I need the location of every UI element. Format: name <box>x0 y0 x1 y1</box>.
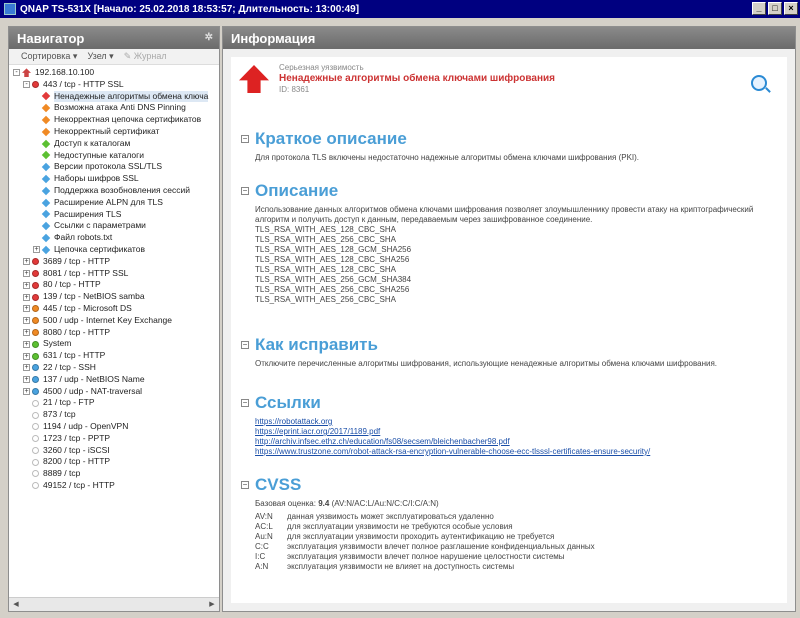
severity-white-icon <box>32 470 39 477</box>
tree-port-item[interactable] <box>9 421 219 433</box>
tree-finding-item[interactable] <box>9 232 219 244</box>
tree-finding-item[interactable] <box>9 185 219 197</box>
navigator-title: Навигатор <box>17 30 85 46</box>
links-title: Ссылки <box>255 393 321 412</box>
expand-icon[interactable]: + <box>24 258 29 266</box>
expand-icon[interactable]: + <box>24 352 29 360</box>
severity-arrow-icon <box>239 65 269 93</box>
description-section <box>241 181 779 305</box>
description-line: TLS_RSA_WITH_AES_128_GCM_SHA256 <box>255 245 412 254</box>
severity-white-icon <box>32 447 39 454</box>
cvss-metric-key: A:N <box>255 562 269 571</box>
expand-icon[interactable]: + <box>24 281 29 289</box>
description-line: алгоритм и получить доступ к данным, передаваемым через зашифрованное соединение. <box>255 215 593 224</box>
severity-blue-icon <box>42 222 50 230</box>
description-line: TLS_RSA_WITH_AES_256_CBC_SHA256 <box>255 285 410 294</box>
tree-item-label: 192.168.10.100 <box>35 67 95 77</box>
severity-blue-icon <box>32 388 39 395</box>
tree-item-label: 80 / tcp - HTTP <box>43 279 101 290</box>
severity-red-icon <box>32 294 39 301</box>
tree-item-label: 49152 / tcp - HTTP <box>43 479 115 490</box>
journal-icon: ✎ <box>123 51 132 61</box>
description-line: TLS_RSA_WITH_AES_256_CBC_SHA <box>255 295 396 304</box>
fix-section <box>241 335 779 369</box>
collapse-toggle[interactable]: − <box>242 398 248 407</box>
window-controls <box>752 2 798 15</box>
tree-item-label: 4500 / udp - NAT-traversal <box>43 385 143 396</box>
cvss-metric-text: эксплуатация уязвимости не влияет на доступность системы <box>287 562 515 571</box>
tree-port-item[interactable] <box>9 374 219 386</box>
tree-port-item[interactable] <box>9 279 219 291</box>
tree-item-label: 8081 / tcp - HTTP SSL <box>43 267 129 278</box>
cvss-metric-key: I:C <box>255 552 266 561</box>
reference-link[interactable]: http://archiv.infsec.ethz.ch/education/fs08/secsem/bleichenbacher98.pdf <box>255 437 510 446</box>
cvss-rows <box>255 512 779 572</box>
tree-port-item[interactable] <box>9 303 219 315</box>
cvss-row <box>255 542 779 552</box>
severity-orange-icon <box>32 305 39 312</box>
minimize-button[interactable]: _ <box>752 2 766 15</box>
severity-blue-icon <box>42 234 50 242</box>
cvss-base-line <box>255 499 779 509</box>
severity-blue-icon <box>42 175 50 183</box>
tree-item-label: Поддержка возобновления сессий <box>54 184 190 195</box>
description-title: Описание <box>255 181 339 200</box>
tree-item-label: 139 / tcp - NetBIOS samba <box>43 291 145 302</box>
expand-icon[interactable]: + <box>24 364 29 372</box>
tree-host[interactable] <box>9 67 219 79</box>
cvss-row <box>255 512 779 522</box>
severity-green-icon <box>42 151 50 159</box>
tree-port-item[interactable] <box>9 256 219 268</box>
tree-item-label: 22 / tcp - SSH <box>43 361 96 372</box>
severity-red-icon <box>32 282 39 289</box>
tree-item-label: 1723 / tcp - PPTP <box>43 432 111 443</box>
window-title: QNAP TS-531X [Начало: 25.02.2018 18:53:57; Длительность: 13:00:49] <box>20 3 360 15</box>
collapse-toggle[interactable]: − <box>242 186 248 195</box>
tree-port-item[interactable] <box>9 79 219 91</box>
tree-item-label: 873 / tcp <box>43 409 76 420</box>
expand-icon[interactable]: + <box>24 376 29 384</box>
host-icon <box>22 68 31 77</box>
severity-blue-icon <box>42 198 50 206</box>
cvss-title: CVSS <box>255 475 302 494</box>
fix-text: Отключите перечисленные алгоритмы шифрования, использующие ненадежные алгоритмы обмена ключами шифрования. <box>255 359 718 368</box>
tree-port-item[interactable] <box>9 468 219 480</box>
severity-label: Серьезная уязвимость <box>279 63 364 72</box>
severity-white-icon <box>32 400 39 407</box>
cvss-base-label: Базовая оценка: <box>255 499 316 508</box>
cvss-metric-key: Au:N <box>255 532 273 541</box>
app-icon <box>4 3 16 15</box>
tree-item-label: Недоступные каталоги <box>54 149 144 160</box>
cvss-metric-text: эксплуатация уязвимости влечет полное разглашение конфиденциальных данных <box>287 542 595 551</box>
summary-text: Для протокола TLS включены недостаточно надежные алгоритмы обмена ключами шифрования (PKI). <box>255 153 640 162</box>
collapse-toggle[interactable]: − <box>242 134 248 143</box>
description-line: TLS_RSA_WITH_AES_256_CBC_SHA <box>255 235 396 244</box>
tree-item-label: 3260 / tcp - iSCSI <box>43 444 110 455</box>
tree-item-label: Расширения TLS <box>54 208 122 219</box>
cvss-row <box>255 522 779 532</box>
description-line: TLS_RSA_WITH_AES_128_CBC_SHA <box>255 265 396 274</box>
summary-title: Краткое описание <box>255 129 407 148</box>
cvss-metric-text: эксплуатация уязвимости влечет полное нарушение целостности системы <box>287 552 565 561</box>
links-body <box>241 417 779 457</box>
chevron-down-icon: ▾ <box>109 51 114 61</box>
tree-item-label: Ненадежные алгоритмы обмена ключа <box>54 90 209 101</box>
tree-item-label: 443 / tcp - HTTP SSL <box>43 78 124 89</box>
severity-red-icon <box>42 92 50 100</box>
navigator-tree <box>9 67 219 597</box>
tree-item-label: Доступ к каталогам <box>54 137 131 148</box>
summary-section <box>241 129 779 163</box>
cvss-base-score: 9.4 <box>318 499 330 508</box>
tree-item-label: System <box>43 338 72 349</box>
tree-item-label: Версии протокола SSL/TLS <box>54 161 163 172</box>
reference-link[interactable]: https://robotattack.org <box>255 417 333 426</box>
tree-item-label: 1194 / udp - OpenVPN <box>43 420 129 431</box>
window-titlebar <box>0 0 800 18</box>
tree-finding-item[interactable] <box>9 209 219 221</box>
severity-blue-icon <box>42 246 50 254</box>
tree-item-label: 8889 / tcp <box>43 468 81 479</box>
expand-icon[interactable]: + <box>24 293 29 301</box>
collapse-icon[interactable]: - <box>23 81 30 88</box>
tree-item-label: 500 / udp - Internet Key Exchange <box>43 314 173 325</box>
tree-finding-item[interactable] <box>9 126 219 138</box>
severity-blue-icon <box>42 210 50 218</box>
tree-port-item[interactable] <box>9 350 219 362</box>
tree-item-label: Наборы шифров SSL <box>54 173 139 184</box>
severity-red-icon <box>32 270 39 277</box>
tree-finding-item[interactable] <box>9 102 219 114</box>
info-title: Информация <box>231 30 316 46</box>
sort-menu-label: Сортировка <box>21 51 71 61</box>
tree-port-item[interactable] <box>9 433 219 445</box>
description-line: Использование данных алгоритмов обмена ключами шифрования позволяет злоумышленнику провести атаку на криптографический <box>255 205 754 214</box>
cvss-metric-key: C:C <box>255 542 269 551</box>
info-header <box>223 27 795 49</box>
description-line: TLS_RSA_WITH_AES_256_GCM_SHA384 <box>255 275 412 284</box>
tree-finding-item[interactable] <box>9 220 219 232</box>
severity-white-icon <box>32 423 39 430</box>
tree-finding-item[interactable] <box>9 173 219 185</box>
tree-item-label: 445 / tcp - Microsoft DS <box>43 302 132 313</box>
tree-port-item[interactable] <box>9 327 219 339</box>
severity-green-icon <box>32 341 39 348</box>
gear-icon[interactable]: ✲ <box>204 32 213 43</box>
tree-port-item[interactable] <box>9 338 219 350</box>
horizontal-scrollbar[interactable] <box>9 597 219 611</box>
severity-green-icon <box>32 353 39 360</box>
tree-item-label: 631 / tcp - HTTP <box>43 350 106 361</box>
tree-item-label: 3689 / tcp - HTTP <box>43 255 111 266</box>
expand-icon[interactable]: + <box>24 269 29 277</box>
tree-finding-item[interactable] <box>9 197 219 209</box>
collapse-toggle[interactable]: − <box>242 340 248 349</box>
tree-item-label: 8200 / tcp - HTTP <box>43 456 111 467</box>
tree-finding-item[interactable] <box>9 114 219 126</box>
tree-item-label: 8080 / tcp - HTTP <box>43 326 111 337</box>
severity-white-icon <box>32 482 39 489</box>
collapse-toggle[interactable]: − <box>242 480 248 489</box>
tree-finding-item[interactable] <box>9 244 219 256</box>
tree-finding-item[interactable] <box>9 138 219 150</box>
tree-port-item[interactable] <box>9 291 219 303</box>
severity-blue-icon <box>32 376 39 383</box>
vulnerability-title: Ненадежные алгоритмы обмена ключами шифрования <box>279 73 555 84</box>
expand-icon[interactable]: + <box>24 317 29 325</box>
tree-finding-item[interactable] <box>9 150 219 162</box>
magnifier-icon[interactable] <box>751 75 767 91</box>
collapse-icon[interactable]: - <box>13 69 20 76</box>
cvss-vector: (AV:N/AC:L/Au:N/C:C/I:C/A:N) <box>331 499 439 508</box>
journal-button <box>124 51 167 62</box>
cvss-metric-text: для эксплуатации уязвимости не требуются особые условия <box>287 522 513 531</box>
expand-icon[interactable]: + <box>24 340 29 348</box>
tree-port-item[interactable] <box>9 445 219 457</box>
tree-port-item[interactable] <box>9 386 219 398</box>
description-line: TLS_RSA_WITH_AES_128_CBC_SHA256 <box>255 255 410 264</box>
cvss-metric-text: данная уязвимость может эксплуатироваться удаленно <box>287 512 494 521</box>
tree-item-label: Некорректная цепочка сертификатов <box>54 114 202 125</box>
navigator-toolbar <box>9 49 219 65</box>
expand-icon[interactable]: + <box>24 328 29 336</box>
severity-blue-icon <box>32 364 39 371</box>
vulnerability-id: ID: 8361 <box>279 85 310 94</box>
cvss-body <box>241 499 779 572</box>
tree-finding-item[interactable] <box>9 161 219 173</box>
severity-blue-icon <box>42 187 50 195</box>
sort-menu[interactable] <box>21 51 77 62</box>
navigator-header <box>9 27 219 49</box>
cvss-metric-key: AC:L <box>255 522 273 531</box>
severity-white-icon <box>32 412 39 419</box>
links-section <box>241 393 779 457</box>
severity-green-icon <box>42 139 50 147</box>
cvss-metric-key: AV:N <box>255 512 273 521</box>
tree-item-label: Расширение ALPN для TLS <box>54 196 163 207</box>
tree-port-item[interactable] <box>9 315 219 327</box>
node-menu[interactable] <box>87 51 113 62</box>
info-content <box>231 57 787 603</box>
scroll-right-icon[interactable]: ▶ <box>209 601 215 608</box>
expand-icon[interactable]: + <box>24 387 29 395</box>
tree-item-label: Некорректный сертификат <box>54 125 160 136</box>
expand-icon[interactable]: + <box>24 305 29 313</box>
info-body <box>223 49 795 611</box>
navigator-panel <box>8 26 220 612</box>
severity-white-icon <box>32 459 39 466</box>
severity-red-icon <box>32 258 39 265</box>
tree-item-label: Цепочка сертификатов <box>54 243 145 254</box>
severity-orange-icon <box>42 104 50 112</box>
cvss-row <box>255 562 779 572</box>
severity-red-icon <box>32 81 39 88</box>
tree-port-item[interactable] <box>9 480 219 492</box>
node-menu-label: Узел <box>87 51 107 61</box>
cvss-section <box>241 475 779 572</box>
tree-finding-item[interactable] <box>9 91 219 103</box>
chevron-down-icon: ▾ <box>72 51 78 61</box>
severity-orange-icon <box>42 116 50 124</box>
severity-blue-icon <box>42 163 50 171</box>
severity-orange-icon <box>32 317 39 324</box>
severity-orange-icon <box>32 329 39 336</box>
tree-item-label: Ссылки с параметрами <box>54 220 146 231</box>
tree-item-label: Возможна атака Anti DNS Pinning <box>54 102 186 113</box>
reference-link[interactable]: https://www.trustzone.com/robot-attack-rsa-encryption-vulnerable-choose-ecc-tlsssl-certificates-ensure-security/ <box>255 447 651 456</box>
severity-orange-icon <box>42 128 50 136</box>
cvss-row <box>255 532 779 542</box>
description-line: TLS_RSA_WITH_AES_128_CBC_SHA <box>255 225 396 234</box>
info-panel <box>222 26 796 612</box>
tree-port-item[interactable] <box>9 268 219 280</box>
tree-port-item[interactable] <box>9 456 219 468</box>
cvss-metric-text: для эксплуатации уязвимости проходить аутентификацию не требуется <box>287 532 555 541</box>
tree-item-label: 21 / tcp - FTP <box>43 397 95 408</box>
description-body <box>241 205 779 305</box>
tree-port-item[interactable] <box>9 397 219 409</box>
reference-link[interactable]: https://eprint.iacr.org/2017/1189.pdf <box>255 427 381 436</box>
cvss-row <box>255 552 779 562</box>
severity-header <box>239 63 555 94</box>
fix-title: Как исправить <box>255 335 378 354</box>
scroll-left-icon[interactable]: ◀ <box>13 601 19 608</box>
tree-port-item[interactable] <box>9 362 219 374</box>
tree-port-item[interactable] <box>9 409 219 421</box>
maximize-button[interactable]: □ <box>768 2 782 15</box>
tree-item-label: Файл robots.txt <box>54 232 113 243</box>
journal-label: Журнал <box>133 51 167 61</box>
severity-white-icon <box>32 435 39 442</box>
tree-item-label: 137 / udp - NetBIOS Name <box>43 373 145 384</box>
close-button[interactable]: × <box>784 2 798 15</box>
expand-icon[interactable]: + <box>34 246 39 254</box>
